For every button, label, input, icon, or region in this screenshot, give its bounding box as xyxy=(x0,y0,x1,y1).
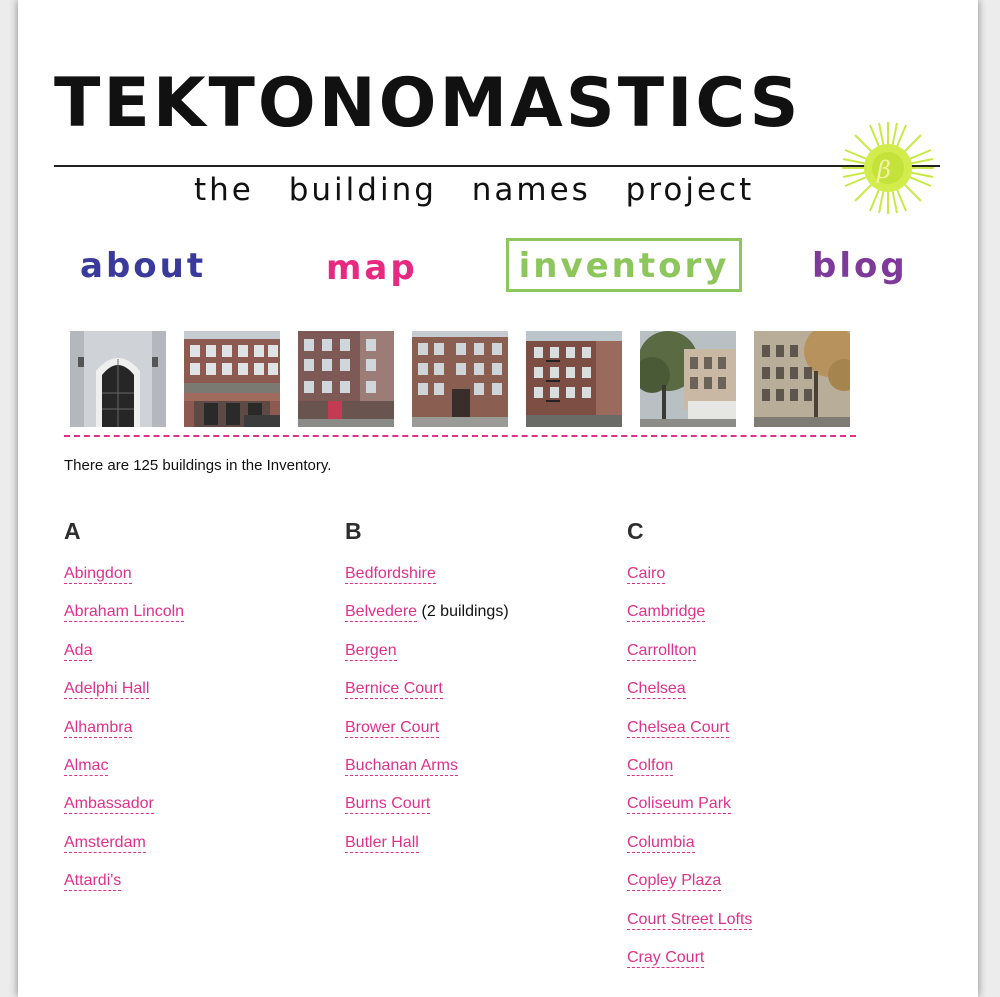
nav-map-link[interactable]: map xyxy=(326,248,418,288)
list-item xyxy=(64,872,184,910)
building-link[interactable]: Abraham Lincoln xyxy=(64,603,185,621)
building-thumbnail[interactable] xyxy=(298,331,394,427)
nav-about-link[interactable]: about xyxy=(80,246,207,286)
list-item xyxy=(627,872,752,910)
building-link[interactable]: Court Street Lofts xyxy=(627,910,753,928)
building-link[interactable]: Carrollton xyxy=(627,641,697,659)
logo-rule xyxy=(54,165,940,167)
list-item xyxy=(64,565,184,603)
list-item xyxy=(627,834,752,872)
column-letter-heading: C xyxy=(627,518,644,544)
list-item xyxy=(345,834,509,872)
building-link[interactable]: Copley Plaza xyxy=(627,872,722,890)
building-thumbnail[interactable] xyxy=(412,331,508,427)
site-logo[interactable]: TEKTONOMASTICS xyxy=(54,64,802,143)
list-item xyxy=(627,719,752,757)
building-link[interactable]: Ambassador xyxy=(64,795,154,813)
building-thumbnails xyxy=(70,331,856,427)
inventory-count-text: There are 125 buildings in the Inventory. xyxy=(64,457,332,474)
inventory-column-c xyxy=(627,518,752,987)
inventory-column-b xyxy=(345,518,509,872)
building-link[interactable]: Bedfordshire xyxy=(345,565,436,582)
building-list xyxy=(345,565,509,872)
thumbnails-divider xyxy=(64,435,856,437)
list-item xyxy=(627,795,752,833)
site-tagline: the building names project xyxy=(194,172,755,208)
inventory-column-a xyxy=(64,518,184,911)
building-link[interactable]: Alhambra xyxy=(64,718,133,736)
list-item xyxy=(345,795,509,833)
building-link[interactable]: Amsterdam xyxy=(64,833,146,851)
nav-inventory-link[interactable]: inventory xyxy=(506,238,742,292)
building-thumbnail[interactable] xyxy=(754,331,850,427)
building-link[interactable]: Attardi's xyxy=(64,872,122,890)
list-item xyxy=(64,834,184,872)
list-item xyxy=(345,642,509,680)
column-letter-heading: B xyxy=(345,518,362,544)
building-thumbnail[interactable] xyxy=(184,331,280,427)
building-link[interactable]: Chelsea Court xyxy=(627,718,730,736)
list-item xyxy=(345,603,509,641)
list-item xyxy=(345,757,509,795)
building-link[interactable]: Burns Court xyxy=(345,795,431,813)
list-item xyxy=(64,642,184,680)
list-item xyxy=(345,719,509,757)
building-thumbnail[interactable] xyxy=(640,331,736,427)
list-item xyxy=(627,757,752,795)
building-link[interactable]: Chelsea xyxy=(627,680,686,698)
list-item xyxy=(627,603,752,641)
building-link[interactable]: Bergen xyxy=(345,641,397,659)
building-link[interactable]: Brower Court xyxy=(345,718,440,736)
building-thumbnail[interactable] xyxy=(526,331,622,427)
building-count-note: (2 buildings) xyxy=(421,603,509,621)
list-item xyxy=(64,603,184,641)
building-link[interactable]: Buchanan Arms xyxy=(345,756,458,774)
building-link[interactable]: Coliseum Park xyxy=(627,795,732,813)
list-item xyxy=(345,680,509,718)
building-link[interactable]: Ada xyxy=(64,641,93,659)
list-item xyxy=(627,911,752,949)
list-item xyxy=(64,719,184,757)
building-link[interactable]: Bernice Court xyxy=(345,680,443,698)
building-link[interactable]: Adelphi Hall xyxy=(64,680,150,698)
building-link[interactable]: Cray Court xyxy=(627,948,705,966)
building-link[interactable]: Butler Hall xyxy=(345,833,419,851)
building-link[interactable]: Almac xyxy=(64,756,109,774)
building-link[interactable]: Abingdon xyxy=(64,565,132,582)
building-link[interactable]: Cambridge xyxy=(627,603,706,621)
list-item xyxy=(627,949,752,987)
list-item xyxy=(64,757,184,795)
building-thumbnail[interactable] xyxy=(70,331,166,427)
list-item xyxy=(627,565,752,603)
list-item xyxy=(627,680,752,718)
list-item xyxy=(64,680,184,718)
building-list xyxy=(64,565,184,911)
list-item xyxy=(345,565,509,603)
building-link[interactable]: Columbia xyxy=(627,833,695,851)
list-item xyxy=(627,642,752,680)
building-link[interactable]: Cairo xyxy=(627,565,666,582)
building-link[interactable]: Belvedere xyxy=(345,603,418,621)
building-link[interactable]: Colfon xyxy=(627,756,674,774)
beta-badge: β xyxy=(877,156,891,184)
column-letter-heading: A xyxy=(64,518,81,544)
nav-blog-link[interactable]: blog xyxy=(812,246,908,286)
building-list xyxy=(627,565,752,987)
list-item xyxy=(64,795,184,833)
